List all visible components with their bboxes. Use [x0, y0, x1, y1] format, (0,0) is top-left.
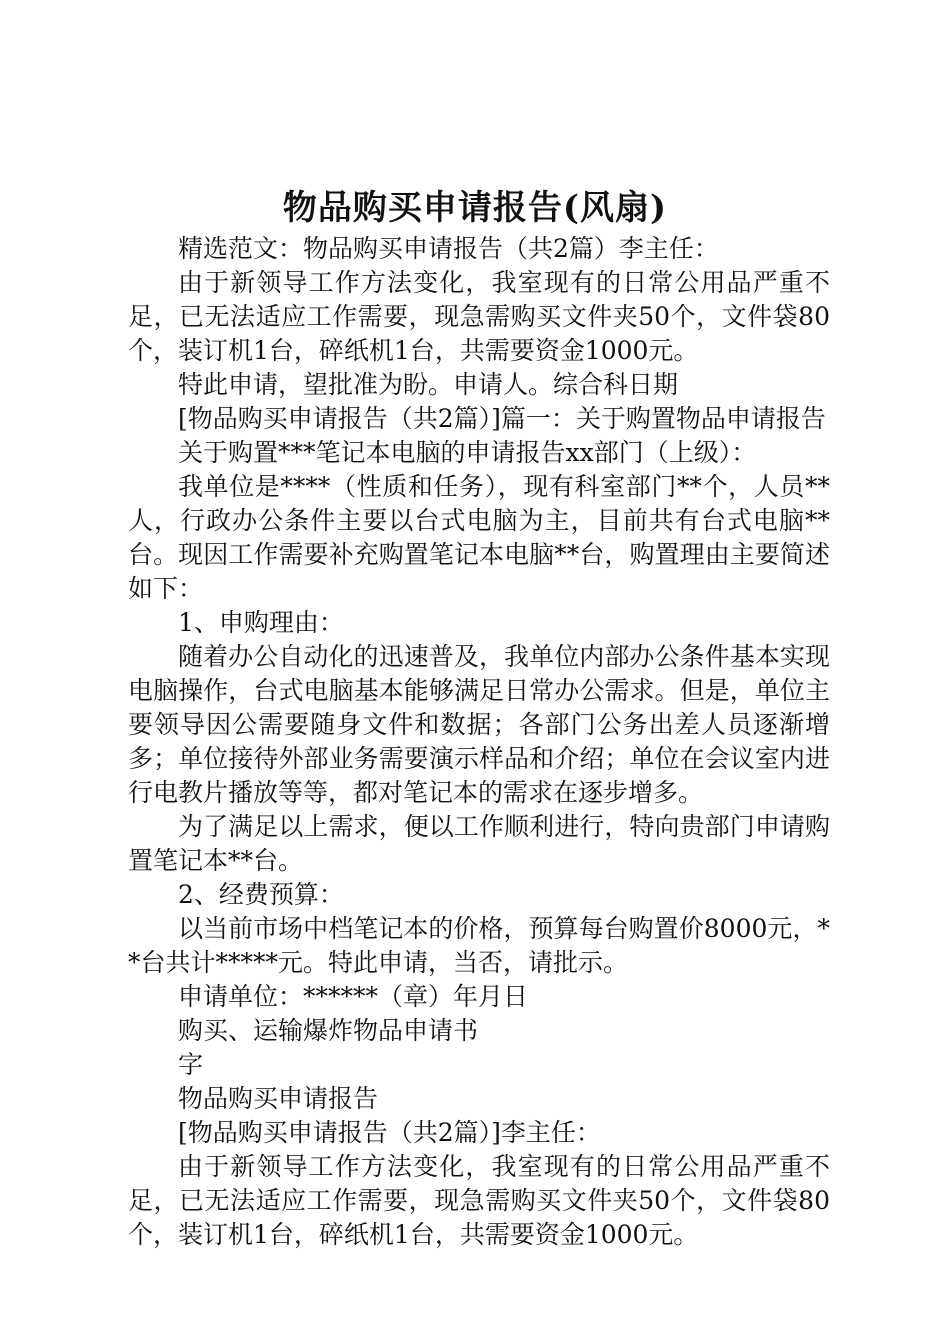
paragraph-12: 申请单位：******（章）年月日 [178, 982, 529, 1011]
paragraph-14: 字 [178, 1050, 204, 1079]
paragraph-9: 为了满足以上需求，便以工作顺利进行，特向贵部门申请购置笔记本**台。 [128, 812, 830, 875]
paragraph-8: 随着办公自动化的迅速普及，我单位内部办公条件基本实现电脑操作，台式电脑基本能够满足日常办公需求。但是，单位主要领导因公需要随身文件和数据；各部门公务出差人员逐渐增多；单位接待外部业务需要演示样品和介绍；单位在会议室内进行电教片播放等等，都对笔记本的需求在逐步增多。 [128, 642, 830, 807]
paragraph-11: 以当前市场中档笔记本的价格，预算每台购置价8000元，**台共计*****元。特此申请，当否，请批示。 [128, 914, 830, 977]
paragraph-13: 购买、运输爆炸物品申请书 [178, 1016, 479, 1045]
paragraph-4: [物品购买申请报告（共2篇）]篇一：关于购置物品申请报告 [178, 404, 826, 433]
paragraph-5: 关于购置***笔记本电脑的申请报告xx部门（上级）： [178, 438, 757, 467]
paragraph-3: 特此申请，望批准为盼。申请人。综合科日期 [178, 370, 679, 399]
paragraph-15: 物品购买申请报告 [178, 1084, 379, 1113]
document-body [128, 232, 830, 1252]
paragraph-17: 由于新领导工作方法变化，我室现有的日常公用品严重不足，已无法适应工作需要，现急需购买文件夹50个，文件袋80个，装订机1台，碎纸机1台，共需要资金1000元。 [128, 1152, 830, 1249]
paragraph-6: 我单位是****（性质和任务），现有科室部门**个，人员**人，行政办公条件主要以台式电脑为主，目前共有台式电脑**台。现因工作需要补充购置笔记本电脑**台，购置理由主要简述如下： [128, 472, 830, 603]
document-title: 物品购买申请报告(风扇) [282, 188, 668, 228]
paragraph-16: [物品购买申请报告（共2篇）]李主任： [178, 1118, 601, 1147]
paragraph-10: 2、经费预算： [178, 880, 344, 909]
paragraph-1: 精选范文：物品购买申请报告（共2篇）李主任： [178, 234, 719, 263]
paragraph-7: 1、申购理由： [178, 608, 344, 637]
paragraph-2: 由于新领导工作方法变化，我室现有的日常公用品严重不足，已无法适应工作需要，现急需购买文件夹50个，文件袋80个，装订机1台，碎纸机1台，共需要资金1000元。 [128, 268, 830, 365]
